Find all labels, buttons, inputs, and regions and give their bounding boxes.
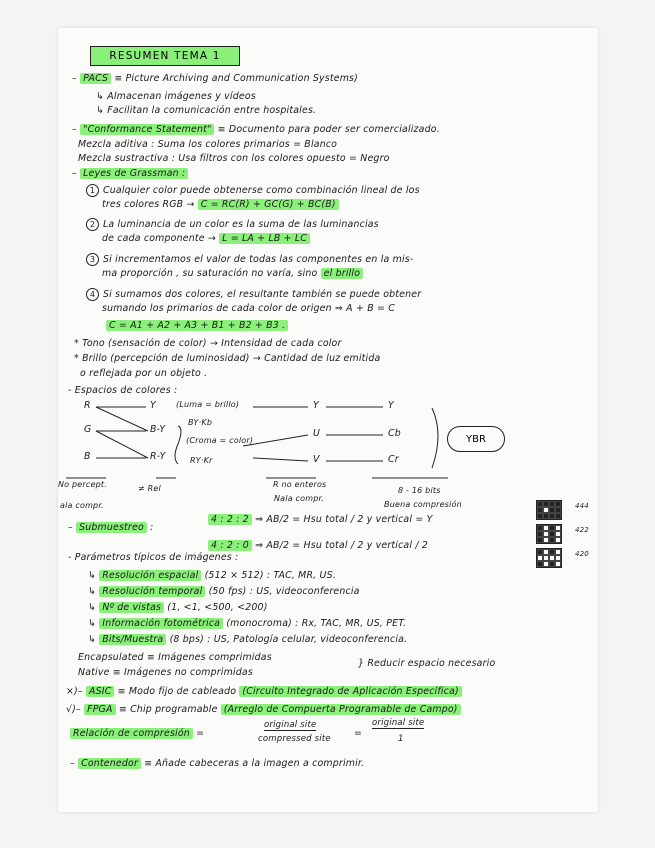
fpga-text: ≡ Chip programable [118,704,218,715]
param-2: ↳ Resolución temporal (50 fps) : US, videoconferencia [88,586,360,597]
param-5-term: Bits/Muestra [99,634,166,645]
fpga-term: FPGA [84,704,116,715]
channel-y: Y [150,400,156,411]
nala-compr-note: Nala compr. [274,494,325,503]
equals-sign-2: = [354,728,363,739]
law-4-text: Si sumamos dos colores, el resultante también se puede obtener [103,289,422,300]
subtractive-mix: Mezcla sustractiva : Usa filtros con los colores opuesto = Negro [78,153,390,164]
number-1-icon: 1 [86,184,99,197]
subsampling-422 [208,514,433,525]
grassman-heading: – Leyes de Grassman : [72,168,188,179]
param-3: ↳ Nº de vistas (1, <1, <500, <200) [88,602,268,613]
brillo-line-2: o reflejada por un objeto . [80,368,208,379]
fraction-denominator-2: 1 [398,734,404,744]
channel-by: B-Y [150,424,166,435]
law-2-text: La luminancia de un color es la suma de las luminancias [103,219,379,230]
croma-note: (Croma = color) [186,436,254,445]
param-3-term: Nº de vistas [99,602,164,613]
param-5-text: (8 bps) : US, Patología celular, videoconferencia. [169,634,408,645]
encapsulated-line: Encapsulated ≡ Imágenes comprimidas [78,652,272,663]
ratio-420: 4 : 2 : 0 [208,540,252,551]
good-compression-note: Buena compresión [384,500,462,509]
tono-line: * Tono (sensación de color) → Intensidad de cada color [74,338,342,349]
subsampling-422-icon [536,524,562,544]
pacs-point-2: ↳ Facilitan la comunicación entre hospitales. [96,105,317,116]
brillo-line: * Brillo (percepción de luminosidad) → Cantidad de luz emitida [74,353,381,364]
channel-b: B [84,451,91,462]
fraction-numerator-2: original site [372,718,425,728]
channel-v: V [313,454,320,465]
native-line: Native ≡ Imágenes no comprimidas [78,667,253,678]
compression-ratio-line [70,728,204,739]
compression-ratio-term: Relación de compresión [70,728,193,739]
law-1-text-b: tres colores RGB → [102,199,195,210]
grassman-term: Leyes de Grassman : [80,168,188,179]
label-444: 444 [575,502,589,510]
no-percept-note: No percept. [58,480,107,489]
params-heading: - Parámetros típicos de imágenes : [68,552,239,563]
container-line: – Contenedor ≡ Añade cabeceras a la imagen a comprimir. [70,758,365,769]
law-3-text: Si incrementamos el valor de todas las componentes en la mis- [103,254,414,265]
subsampling-line: – Submuestreo : [68,522,154,533]
channel-y-3: Y [388,400,394,411]
param-4-text: (monocroma) : Rx, TAC, MR, US, PET. [226,618,407,629]
ratio-420-formula: ⇒ AB/2 = Hsu total / 2 y vertical / 2 [255,540,429,551]
law-3-highlight: el brillo [321,268,364,279]
channel-cb: Cb [388,428,401,439]
page-title: RESUMEN TEMA 1 [90,46,240,66]
pacs-term: PACS [80,73,111,84]
subsampling-444-icon [536,500,562,520]
grassman-law-4b: sumando los primarios de cada color de origen ⇒ A + B = C [102,303,395,314]
label-422: 422 [575,526,589,534]
fraction-numerator: original site [264,720,317,730]
asic-definition: (Circuito Integrado de Aplicación Específica) [239,686,461,697]
channel-ry: R-Y [150,451,166,462]
container-text: ≡ Añade cabeceras a la imagen a comprimir. [144,758,365,769]
subsampling-420 [208,540,428,551]
pacs-definition: ≡ Picture Archiving and Communication Systems) [114,73,358,84]
container-term: Contenedor [78,758,141,769]
luma-note: (Luma = brillo) [176,400,240,409]
no-rel-note: ≠ Rel [138,484,161,493]
param-5: ↳ Bits/Muestra (8 bps) : US, Patología celular, videoconferencia. [88,634,408,645]
conformance-term: "Conformance Statement" [80,124,214,135]
param-3-text: (1, <1, <500, <200) [167,602,268,613]
reduce-space-note: } Reducir espacio necesario [358,658,496,669]
channel-r: R [84,400,91,411]
law-3-text-b: ma proporción , su saturación no varía, sino [102,268,318,279]
param-2-text: (50 fps) : US, videoconferencia [208,586,360,597]
number-3-icon: 3 [86,253,99,266]
channel-g: G [84,424,92,435]
law-2-formula: L = LA + LB + LC [219,233,310,244]
param-1-text: (512 × 512) : TAC, MR, US. [204,570,336,581]
subsampling-420-icon [536,548,562,568]
notebook-page [58,28,598,812]
ala-compr-note: ala compr. [60,501,104,510]
bits-note: 8 - 16 bits [398,486,441,495]
fpga-definition: (Arreglo de Compuerta Programable de Campo) [221,704,461,715]
param-1-term: Resolución espacial [99,570,201,581]
number-4-icon: 4 [86,288,99,301]
asic-line: ×)– ASIC ≡ Modo fijo de cableado (Circuito Integrado de Aplicación Específica) [66,686,462,697]
fraction-denominator: compressed site [258,734,331,744]
conformance-line: – "Conformance Statement" ≡ Documento para poder ser comercializado. [72,124,440,135]
channel-u: U [313,428,321,439]
asic-term: ASIC [86,686,114,697]
color-space-arrows [58,28,598,508]
param-2-term: Resolución temporal [99,586,205,597]
channel-cr: Cr [388,454,399,465]
law-4-formula: C = A1 + A2 + A3 + B1 + B2 + B3 . [106,320,288,331]
color-spaces-heading: - Espacios de colores : [68,385,178,396]
ratio-422-formula: ⇒ AB/2 = Hsu total / 2 y vertical = Y [255,514,433,525]
conformance-definition: ≡ Documento para poder ser comercializado. [217,124,440,135]
pacs-line: – PACS ≡ Picture Archiving and Communication Systems) [72,73,358,84]
by-kb-note: BY·Kb [188,418,213,427]
equals-sign: = [196,728,205,739]
additive-mix: Mezcla aditiva : Suma los colores primarios = Blanco [78,139,338,150]
param-4-term: Información fotométrica [99,618,223,629]
ybr-label: YBR [447,426,505,452]
fpga-line: √)– FPGA ≡ Chip programable (Arreglo de Compuerta Programable de Campo) [66,704,461,715]
label-420: 420 [575,550,589,558]
law-1-text: Cualquier color puede obtenerse como combinación lineal de los [103,185,420,196]
asic-text: ≡ Modo fijo de cableado [117,686,237,697]
channel-y-2: Y [313,400,319,411]
number-2-icon: 2 [86,218,99,231]
param-4: ↳ Información fotométrica (monocroma) : Rx, TAC, MR, US, PET. [88,618,407,629]
law-2-text-b: de cada componente → [102,233,216,244]
param-1: ↳ Resolución espacial (512 × 512) : TAC, MR, US. [88,570,336,581]
r-no-enteros-note: R no enteros [273,480,327,489]
ry-kr-note: RY·Kr [190,456,213,465]
subsampling-term: Submuestreo [76,522,147,533]
ratio-422: 4 : 2 : 2 [208,514,252,525]
pacs-point-1: ↳ Almacenan imágenes y vídeos [96,91,256,102]
law-1-formula: C = RC(R) + GC(G) + BC(B) [198,199,339,210]
